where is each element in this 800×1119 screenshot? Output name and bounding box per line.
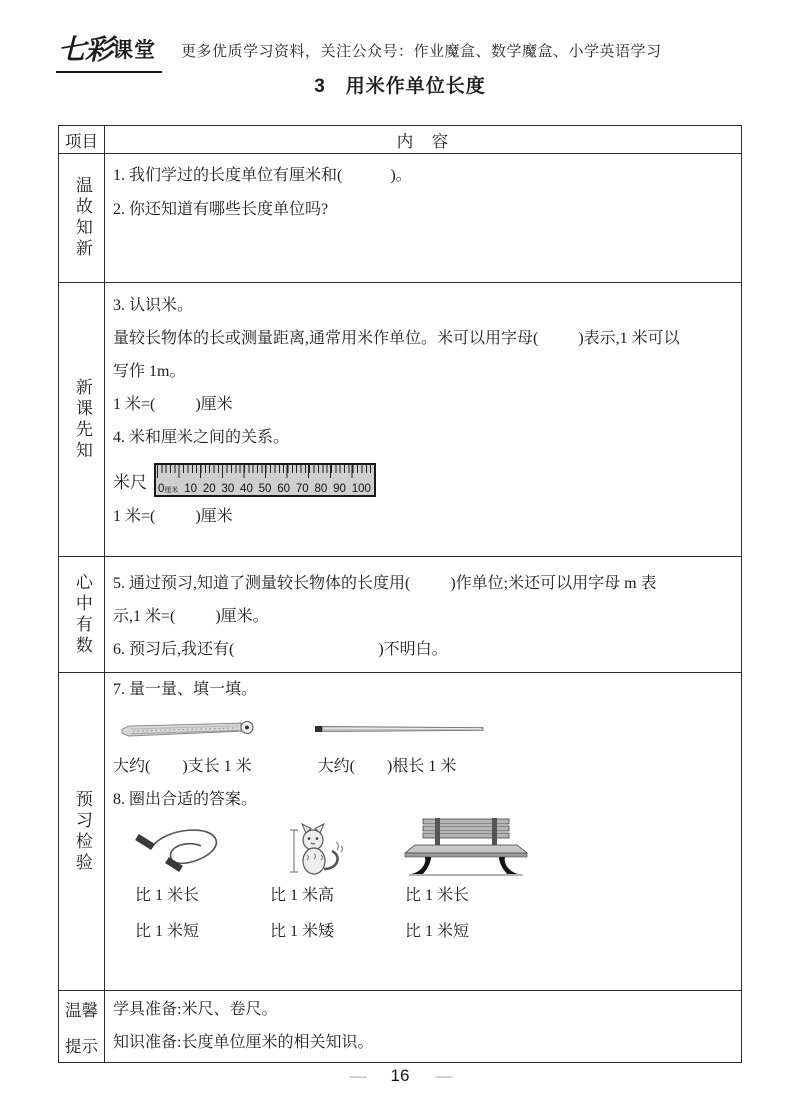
question-3-text-line2: 写作 1m。 — [113, 363, 186, 380]
promo-text: 更多优质学习资料，关注公众号：作业魔盒、数学魔盒、小学英语学习 — [181, 43, 662, 60]
pencil-image — [119, 719, 257, 740]
question-8-title: 8. 圈出合适的答案。 — [113, 791, 258, 808]
option-kitten-shorter: 比 1 米矮 — [270, 923, 335, 940]
option-rope-shorter: 比 1 米短 — [135, 923, 200, 940]
brand-logo — [56, 28, 162, 73]
ruler-tick-label: 80 — [314, 483, 328, 495]
question-8-figures — [113, 818, 733, 878]
tips-knowledge: 知识准备:长度单位厘米的相关知识。 — [113, 1034, 374, 1051]
logo-bold-part: 课堂 — [112, 39, 157, 62]
kitten-with-height-mark-image — [287, 822, 345, 878]
row-check-label: 预习检验 — [72, 789, 92, 874]
ruler-tick-label: 50 — [258, 483, 272, 495]
table-header-row — [59, 126, 741, 153]
question-3-equation: 1 米=( )厘米 — [113, 396, 233, 413]
row-summary-label: 心中有数 — [72, 572, 92, 657]
ruler-tick-label: 20 — [202, 483, 216, 495]
option-rope-longer: 比 1 米长 — [135, 887, 200, 904]
page-title: 3 用米作单位长度 — [314, 76, 486, 97]
ruler-tick-label: 70 — [295, 483, 309, 495]
ruler-tick-label: 30 — [221, 483, 235, 495]
ruler-label: 米尺 — [113, 472, 147, 492]
logo-script-part: 七彩 — [58, 33, 113, 66]
tips-tools: 学具准备:米尺、卷尺。 — [113, 1001, 278, 1018]
question-7-title: 7. 量一量、填一填。 — [113, 681, 258, 698]
row-summary — [59, 556, 741, 672]
header-item-cell: 项目 — [59, 126, 105, 153]
question-1: 1. 我们学过的长度单位有厘米和( )。 — [113, 167, 412, 184]
brand-logo-text — [56, 28, 162, 73]
question-8-options-row2 — [113, 914, 733, 950]
option-kitten-taller: 比 1 米高 — [270, 887, 335, 904]
page-footer — [0, 1066, 800, 1086]
ruler-unit: 厘米 — [164, 487, 179, 494]
footer-dash-left: — — [349, 1066, 365, 1085]
meter-ruler-image — [154, 463, 376, 497]
question-8-options-row1 — [113, 878, 733, 914]
row-check — [59, 672, 741, 990]
question-5-line2: 示,1 米=( )厘米。 — [113, 608, 269, 625]
ruler-big-ticks — [157, 465, 373, 478]
ruler-tick-label: 40 — [240, 483, 253, 495]
question-7-blank-left: 大约( )支长 1 米 — [113, 758, 252, 775]
ruler-tick-label: 60 — [277, 483, 291, 495]
footer-dash-right: — — [435, 1066, 451, 1085]
question-7-blanks — [113, 750, 733, 783]
jump-rope-image — [131, 822, 227, 878]
question-4: 4. 米和厘米之间的关系。 — [113, 429, 290, 446]
row-preview — [59, 282, 741, 556]
bench-image — [403, 816, 531, 878]
question-4-equation: 1 米=( )厘米 — [113, 508, 233, 525]
question-6: 6. 预习后,我还有( )不明白。 — [113, 641, 448, 658]
worksheet-table — [58, 125, 742, 1063]
row-preview-label: 新课先知 — [72, 377, 92, 462]
row-tips — [59, 990, 741, 1062]
option-bench-shorter: 比 1 米短 — [405, 923, 470, 940]
row-review — [59, 153, 741, 282]
page-number: 16 — [390, 1066, 410, 1085]
ruler-tick-label: 90 — [333, 483, 346, 495]
pole-image — [313, 723, 485, 735]
ruler-tick-label: 100 — [351, 483, 371, 495]
question-7-blank-right: 大约( )根长 1 米 — [317, 758, 457, 775]
question-3-text-line1: 量较长物体的长或测量距离,通常用米作单位。米可以用字母( )表示,1 米可以 — [113, 330, 680, 347]
question-5-line1: 5. 通过预习,知道了测量较长物体的长度用( )作单位;米还可以用字母 m 表 — [113, 575, 657, 592]
row-tips-label: 温馨 提示 — [65, 1000, 98, 1056]
ruler-tick-label: 10 — [184, 483, 198, 495]
question-2: 2. 你还知道有哪些长度单位吗? — [113, 201, 329, 218]
ruler-numbers — [158, 483, 371, 495]
question-3: 3. 认识米。 — [113, 297, 194, 314]
ruler-zero: 0厘米 — [158, 483, 179, 495]
row-review-label: 温故知新 — [72, 176, 92, 260]
ruler-figure-row — [113, 460, 733, 500]
option-bench-longer: 比 1 米长 — [405, 887, 470, 904]
question-7-figures — [113, 708, 733, 750]
header-content-cell: 内 容 — [396, 131, 450, 151]
